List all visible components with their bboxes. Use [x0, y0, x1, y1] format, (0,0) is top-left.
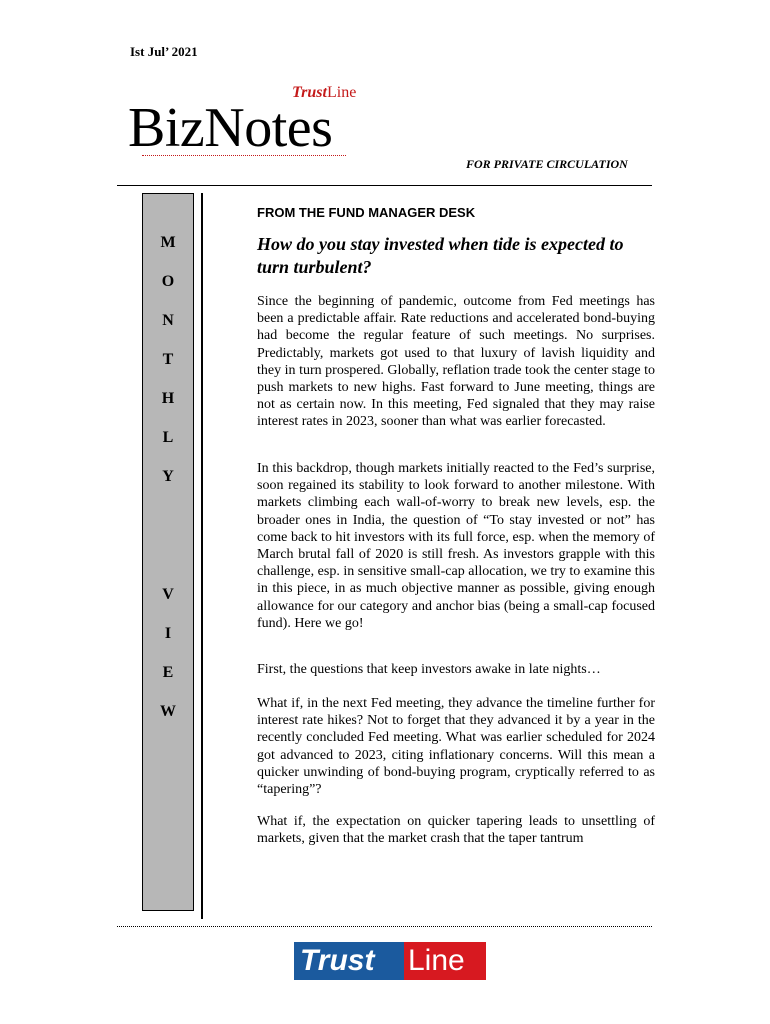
sidebar-letter: M: [160, 234, 176, 251]
sidebar-letter: W: [160, 703, 176, 720]
issue-date: Ist Jul’ 2021: [130, 44, 198, 59]
sidebar-letter: N: [162, 312, 174, 329]
monthly-view-sidebar: [142, 193, 194, 911]
footer-logo-trust: Trust: [294, 942, 404, 980]
sidebar-letter: T: [162, 351, 174, 368]
newsletter-title: BizNotes: [128, 97, 333, 159]
sidebar-letter: Y: [162, 468, 174, 485]
sidebar-letter: E: [162, 664, 174, 681]
sidebar-letter: I: [164, 625, 172, 642]
article-paragraph: What if, in the next Fed meeting, they advance the timeline further for interest rate hikes? Not to forget that they advanced it by a year in the recently concluded Fed meeting. What was earlier scheduled for 2024 got advanced to 2023, citing inflationary concerns. Will this mean a quicker unwinding of bond-buying program, cryptically referred to as “tapering”?: [257, 696, 655, 798]
title-underline: [142, 155, 346, 156]
article-paragraph: First, the questions that keep investors awake in late nights…: [257, 662, 601, 677]
article-paragraph: In this backdrop, though markets initially reacted to the Fed’s surprise, soon regained its stability to look forward to another milestone. With markets climbing each wall-of-worry to break new levels, esp. the broader ones in India, the question of “To stay invested or not” has come back to hit investors with its full force, esp. when the memory of March brutal fall of 2020 is still fresh. As investors grapple with this challenge, esp. in sensitive small-cap allocation, we try to examine this in this piece, in as much objective manner as possible, giving enough allowance for our category and anchor bias (being a small-cap focused fund). Here we go!: [257, 461, 655, 631]
brand-line-text: Line: [326, 84, 357, 101]
sidebar-letter: O: [161, 273, 175, 290]
trustline-footer-logo: [294, 942, 486, 980]
sidebar-rule: [201, 193, 203, 919]
section-heading: FROM THE FUND MANAGER DESK: [257, 205, 476, 220]
circulation-notice: FOR PRIVATE CIRCULATION: [466, 157, 628, 171]
footer-logo-line: Line: [404, 942, 486, 980]
top-divider: [117, 185, 652, 186]
brand-trust-text: Trust: [292, 84, 327, 101]
article-paragraph: Since the beginning of pandemic, outcome from Fed meetings has been a predictable affair. Rate reductions and accelerated bond-buying had become the regular feature of such meetings. No surprises. Predictably, markets got used to that luxury of lavish liquidity and they in turn prospered. Globally, reflation trade took the center stage to push markets to new highs. Fast forward to June meeting, things are not as certain now. In this meeting, Fed signaled that they may raise interest rates in 2023, sooner than what was earlier forecasted.: [257, 294, 655, 430]
article-headline: How do you stay invested when tide is expected to turn turbulent?: [257, 234, 624, 277]
bottom-divider: [117, 926, 652, 927]
sidebar-letter: L: [162, 429, 174, 446]
sidebar-letter: H: [161, 390, 175, 407]
sidebar-letter: V: [162, 586, 174, 603]
article-paragraph: What if, the expectation on quicker tapering leads to unsettling of markets, given that the market crash that the taper tantrum: [257, 814, 655, 847]
